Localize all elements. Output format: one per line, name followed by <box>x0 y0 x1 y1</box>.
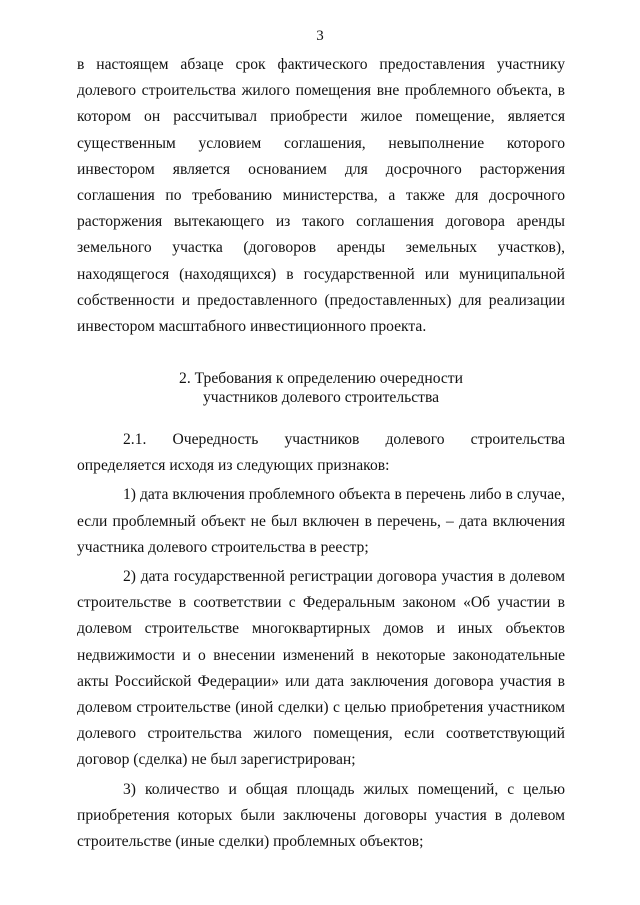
list-item-2: 2) дата государственной регистрации договора участия в долевом строительстве в соответствии с Федеральным законом «Об участии в долевом строительстве многоквартирных домов и иных объектов недвижимости и о внесении изменений в некоторые законодательные акты Российской Федерации» или дата заключения договора участия в долевом строительстве (иной сделки) с целью приобретения участником долевого строительства жилого помещения, если соответствующий договор (сделка) не был зарегистрирован; <box>77 568 565 769</box>
intro-block <box>77 52 565 340</box>
section-heading-line-1: 2. Требования к определению очередности <box>179 370 463 387</box>
section-heading-line-2: участников долевого строительства <box>202 389 440 406</box>
intro-paragraph: в настоящем абзаце срок фактического предоставления участнику долевого строительства жилого помещения вне проблемного объекта, в котором он рассчитывал приобрести жилое помещение, является существенным условием соглашения, невыполнение которого инвестором является основанием для досрочного расторжения соглашения по требованию министерства, а также для досрочного расторжения вытекающего из такого соглашения договора аренды земельного участка (договоров аренды земельных участков), находящегося (находящихся) в государственной или муниципальной собственности и предоставленного (предоставленных) для реализации инвестором масштабного инвестиционного проекта. <box>77 56 565 336</box>
paragraph-2-1: 2.1. Очередность участников долевого строительства определяется исходя из следующих признаков: <box>77 431 565 475</box>
section-heading <box>77 369 565 407</box>
page-number: 3 <box>316 28 324 44</box>
section-body <box>77 427 565 855</box>
list-item-3: 3) количество и общая площадь жилых помещений, с целью приобретения которых были заключены договоры участия в долевом строительстве (иные сделки) проблемных объектов; <box>77 780 565 851</box>
list-item-1: 1) дата включения проблемного объекта в перечень либо в случае, если проблемный объект не был включен в перечень, – дата включения участника долевого строительства в реестр; <box>77 486 565 556</box>
